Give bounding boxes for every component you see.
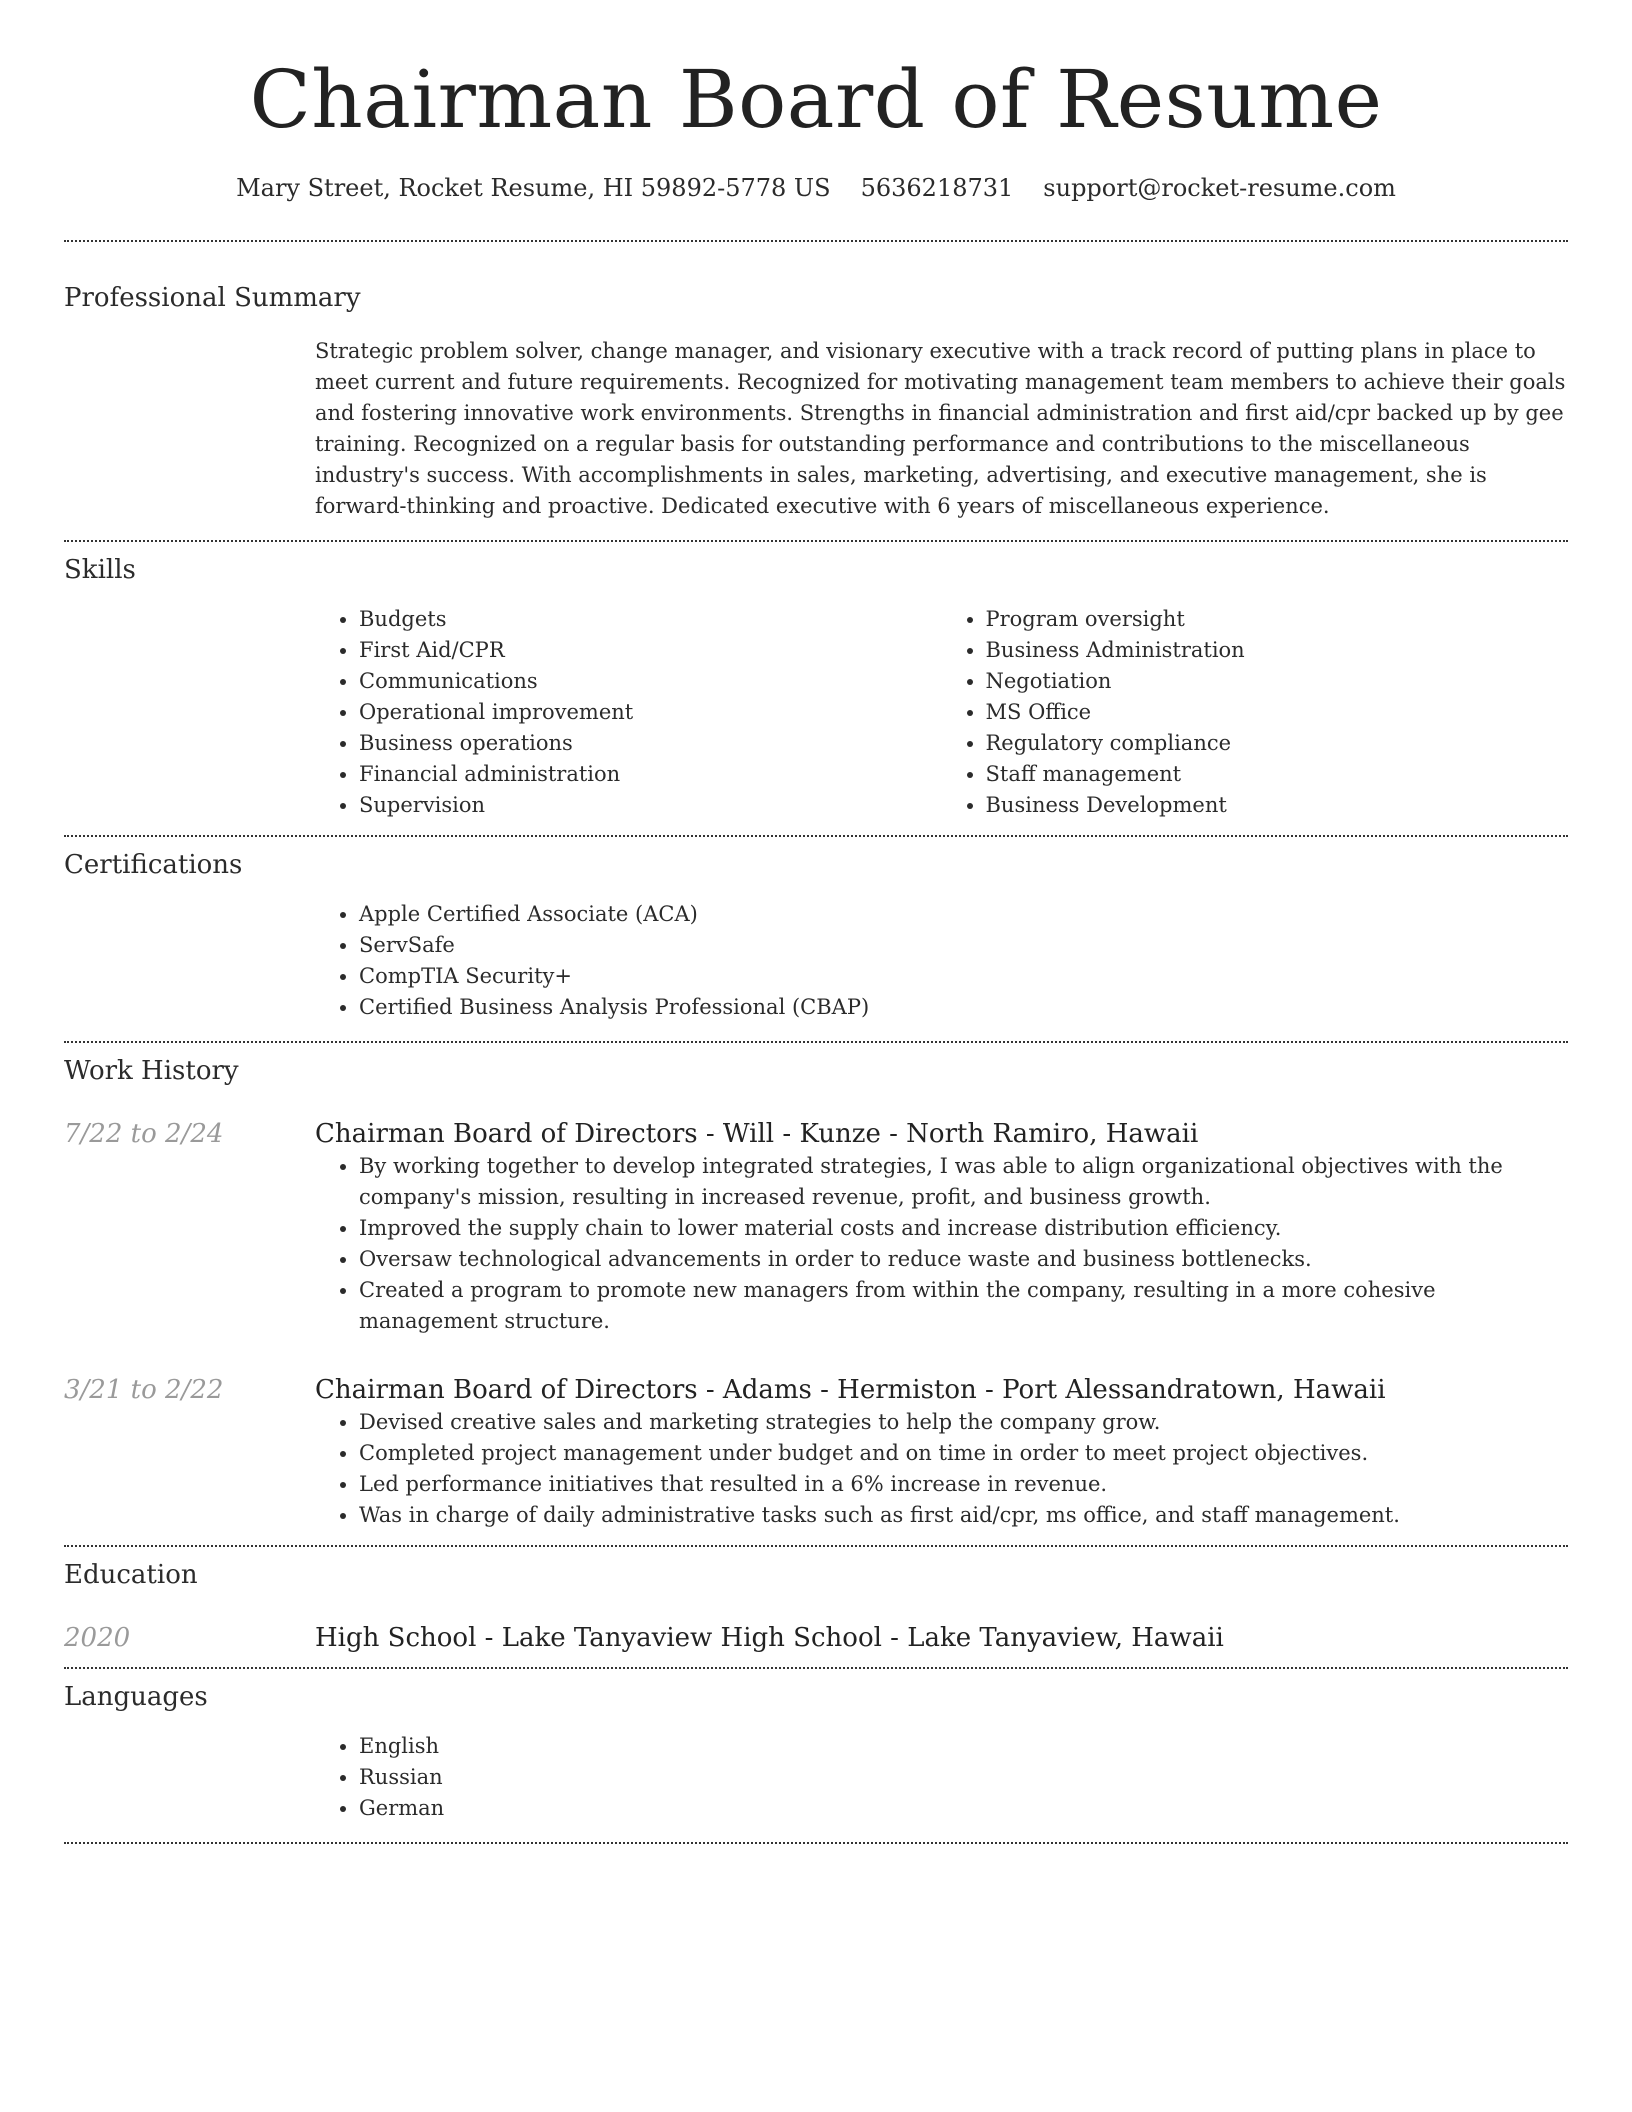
language-item: • English [359, 1731, 1568, 1762]
skill-item: • Negotiation [986, 666, 1569, 697]
job-bullet: • Led performance initiatives that resulted in a 6% increase in revenue. [359, 1469, 1568, 1500]
skill-item: • First Aid/CPR [359, 635, 942, 666]
skills-list-left [315, 604, 942, 821]
language-item: • German [359, 1793, 1568, 1824]
education-main [315, 1621, 1568, 1655]
certifications-body [315, 899, 1568, 1041]
education-entry [64, 1621, 1568, 1667]
education-date: 2020 [64, 1623, 131, 1653]
job-bullets [315, 1407, 1568, 1531]
job-bullet: • Created a program to promote new managers from within the company, resulting in a more cohesive management structure. [359, 1275, 1568, 1337]
skills-section [64, 542, 1568, 835]
summary-text: Strategic problem solver, change manager, and visionary executive with a track record of putting plans in place to meet current and future requirements. Recognized for motivating management team members to achieve their goals and fostering innovative work environments. Strengths in financial administration and first aid/cpr backed up by gee training. Recognized on a regular basis for outstanding performance and contributions to the miscellaneous industry's success. With accomplishments in sales, marketing, advertising, and executive management, she is forward-thinking and proactive. Dedicated executive with 6 years of miscellaneous experience. [315, 339, 1566, 518]
certification-item: • CompTIA Security+ [359, 961, 1568, 992]
skill-item: • Business Administration [986, 635, 1569, 666]
work-history-title: Work History [64, 1056, 239, 1086]
resume-header [64, 0, 1568, 204]
languages-section [64, 1669, 1568, 1842]
skills-columns [315, 604, 1568, 835]
candidate-name: Chairman Board of Resume [249, 53, 1383, 146]
skill-item: • Business operations [359, 728, 942, 759]
skill-item: • Program oversight [986, 604, 1569, 635]
skill-item: • Regulatory compliance [986, 728, 1569, 759]
job-bullet: • By working together to develop integrated strategies, I was able to align organizational objectives with the company's mission, resulting in increased revenue, profit, and business growth. [359, 1151, 1568, 1213]
summary-section [64, 242, 1568, 540]
job-entry [64, 1373, 1568, 1545]
job-title: Chairman Board of Directors - Adams - Hermiston - Port Alessandratown, Hawaii [315, 1375, 1386, 1405]
job-bullets [315, 1151, 1568, 1337]
contact-address: Mary Street, Rocket Resume, HI 59892-5778 US [236, 174, 831, 202]
languages-list [315, 1731, 1568, 1824]
job-title: Chairman Board of Directors - Will - Kunze - North Ramiro, Hawaii [315, 1119, 1199, 1149]
languages-body [315, 1731, 1568, 1842]
job-bullet: • Was in charge of daily administrative tasks such as first aid/cpr, ms office, and staff management. [359, 1500, 1568, 1531]
skill-item: • Financial administration [359, 759, 942, 790]
job-date: 7/22 to 2/24 [64, 1119, 224, 1149]
skill-item: • Staff management [986, 759, 1569, 790]
skills-title: Skills [64, 555, 136, 585]
skill-item: • MS Office [986, 697, 1569, 728]
contact-phone: 5636218731 [860, 174, 1014, 202]
skill-item: • Budgets [359, 604, 942, 635]
education-title-line: High School - Lake Tanyaview High School - Lake Tanyaview, Hawaii [315, 1623, 1224, 1653]
certification-item: • ServSafe [359, 930, 1568, 961]
certifications-list [315, 899, 1568, 1023]
certification-item: • Certified Business Analysis Professional (CBAP) [359, 992, 1568, 1023]
job-entry [64, 1117, 1568, 1337]
skill-item: • Supervision [359, 790, 942, 821]
skills-list-right [942, 604, 1569, 821]
job-main [315, 1373, 1568, 1531]
languages-title: Languages [64, 1682, 208, 1712]
job-bullet: • Devised creative sales and marketing strategies to help the company grow. [359, 1407, 1568, 1438]
job-bullet: • Oversaw technological advancements in order to reduce waste and business bottlenecks. [359, 1244, 1568, 1275]
skill-item: • Operational improvement [359, 697, 942, 728]
contact-line [64, 172, 1568, 204]
certification-item: • Apple Certified Associate (ACA) [359, 899, 1568, 930]
contact-email: support@rocket-resume.com [1043, 174, 1396, 202]
job-bullet: • Completed project management under budget and on time in order to meet project objectives. [359, 1438, 1568, 1469]
job-bullet: • Improved the supply chain to lower material costs and increase distribution efficiency. [359, 1213, 1568, 1244]
education-section [64, 1547, 1568, 1667]
skill-item: • Communications [359, 666, 942, 697]
certifications-title: Certifications [64, 850, 243, 880]
skill-item: • Business Development [986, 790, 1569, 821]
language-item: • Russian [359, 1762, 1568, 1793]
section-divider [64, 1842, 1568, 1844]
job-main [315, 1117, 1568, 1337]
certifications-section [64, 837, 1568, 1041]
summary-title: Professional Summary [64, 283, 361, 313]
job-date: 3/21 to 2/22 [64, 1375, 224, 1405]
work-history-section [64, 1043, 1568, 1545]
education-title: Education [64, 1560, 198, 1590]
